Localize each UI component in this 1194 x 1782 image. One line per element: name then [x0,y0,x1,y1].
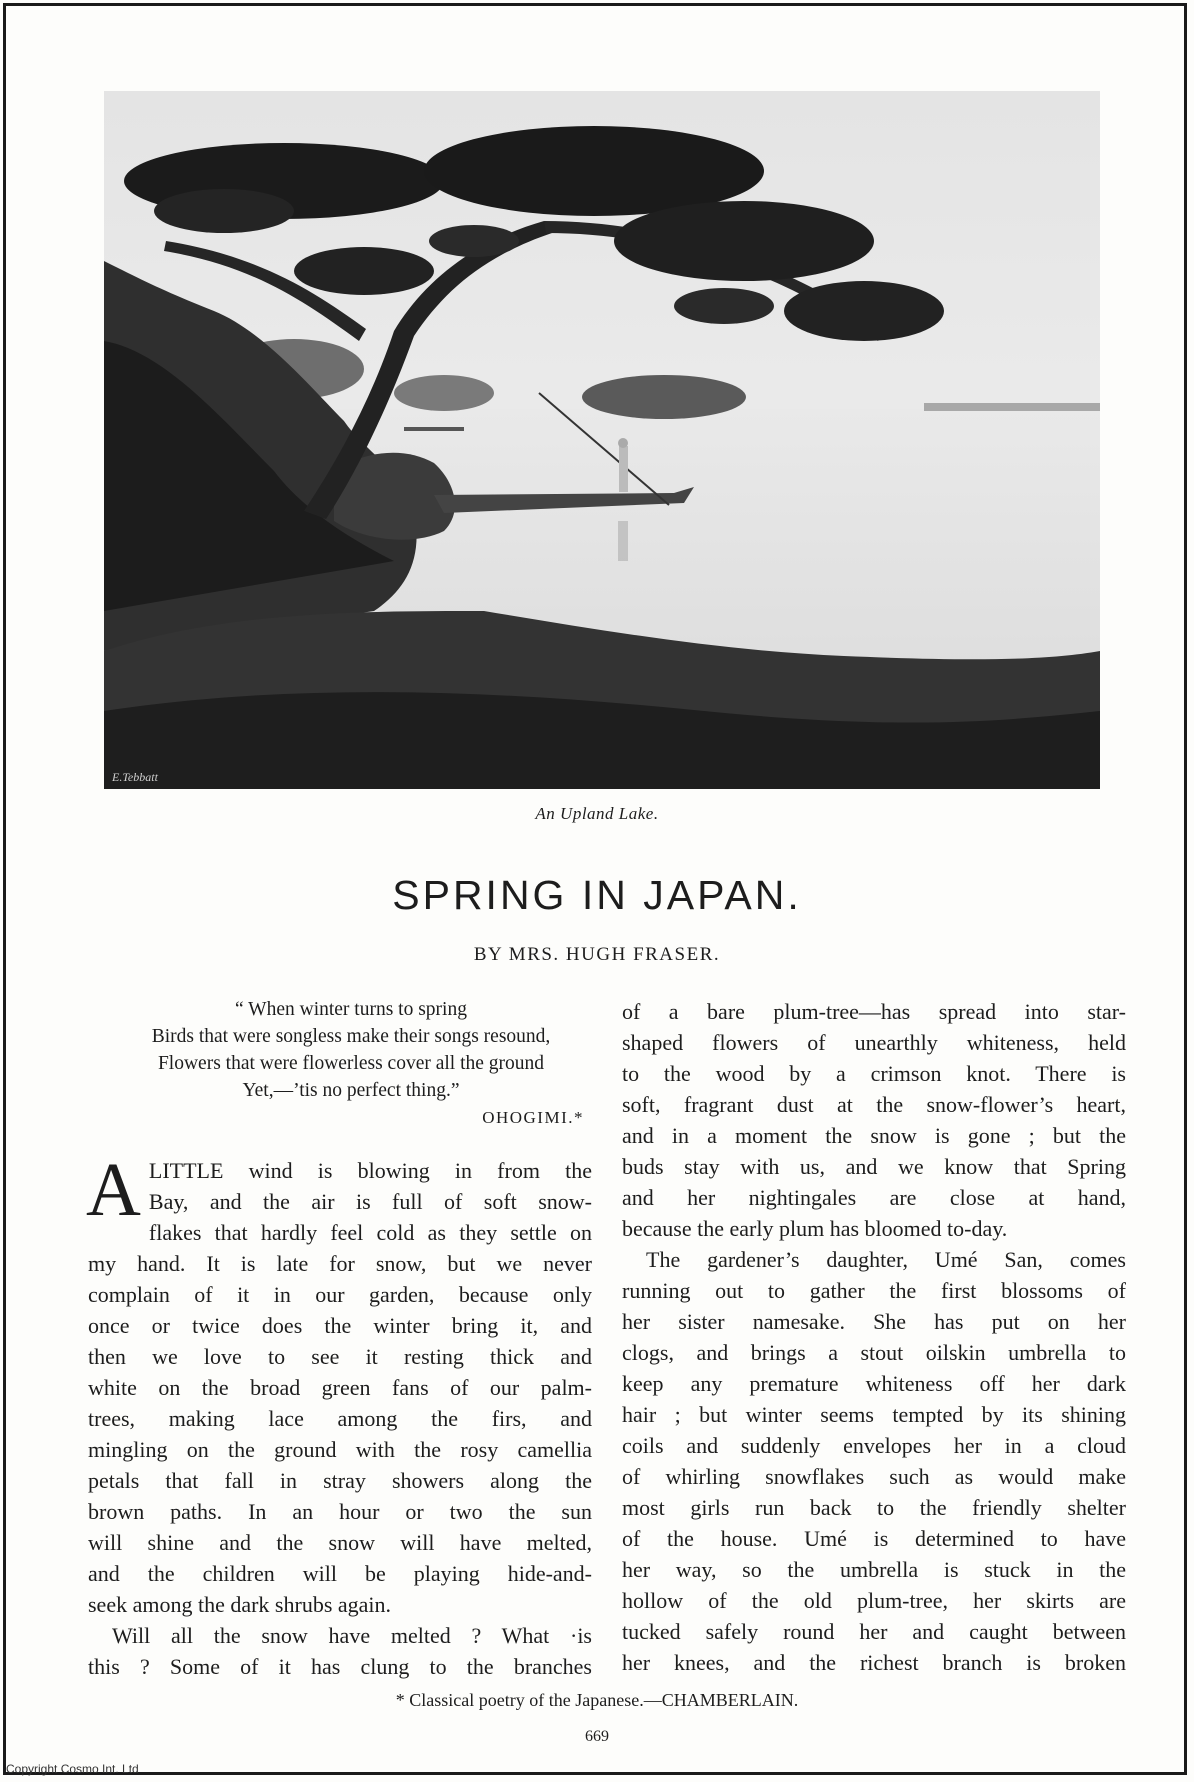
text-line: white on the broad green fans of our palm- [88,1375,592,1400]
text-line: seek among the dark shrubs again. [88,1592,392,1617]
article-byline: BY MRS. HUGH FRASER. [473,944,721,965]
photo-caption: An Upland Lake. [535,804,659,823]
text-line: shaped flowers of unearthly whiteness, held [622,1030,1126,1055]
text-line: flakes that hardly feel cold as they settle on [148,1220,592,1245]
text-line: complain of it in our garden, because only [88,1282,592,1307]
footnote: * Classical poetry of the Japanese.—CHAMBERLAIN. [395,1690,799,1710]
text-line: her sister namesake. She has put on her [622,1309,1126,1334]
text-line: and her nightingales are close at hand, [622,1185,1126,1210]
paragraph [622,1244,1126,1678]
text-line: will shine and the snow will have melted, [88,1530,592,1555]
text-line: clogs, and brings a stout oilskin umbrella to [622,1340,1126,1365]
text-line: of whirling snowflakes such as would make [622,1464,1126,1489]
text-line: mingling on the ground with the rosy camellia [88,1437,592,1462]
drop-cap: A [86,1148,141,1232]
paragraph [622,996,1126,1244]
lake-photograph [104,91,1100,789]
text-line: The gardener’s daughter, Umé San, comes [646,1247,1126,1272]
epigraph [110,996,592,1104]
photo-engraver-signature: E.Tebbatt [112,770,158,784]
text-line: because the early plum has bloomed to-day. [622,1216,1008,1241]
text-line: brown paths. In an hour or two the sun [88,1499,592,1524]
copyright-notice: Copyright Cosmo Int. Ltd [6,1762,139,1776]
epigraph-line: “ When winter turns to spring [235,999,467,1020]
text-line: trees, making lace among the firs, and [88,1406,592,1431]
text-line: of the house. Umé is determined to have [622,1526,1126,1551]
epigraph-line: Yet,—’tis no perfect thing.” [242,1080,460,1101]
text-line: soft, fragrant dust at the snow-flower’s heart, [622,1092,1126,1117]
left-column [88,996,592,1682]
text-line: tucked safely round her and caught between [622,1619,1126,1644]
epigraph-line: Birds that were songless make their songs resound, [151,1026,551,1047]
text-line: running out to gather the first blossoms of [622,1278,1126,1303]
epigraph-attribution: OHOGIMI.* [482,1108,584,1127]
text-line: Bay, and the air is full of soft snow- [148,1189,592,1214]
text-line: and in a moment the snow is gone ; but the [622,1123,1126,1148]
text-line: of a bare plum-tree—has spread into star- [622,999,1126,1024]
text-line: coils and suddenly envelopes her in a cloud [622,1433,1126,1458]
page-number: 669 [585,1728,609,1745]
text-line: my hand. It is late for snow, but we never [88,1251,592,1276]
text-line: and the children will be playing hide-and- [88,1561,592,1586]
text-line: LITTLE wind is blowing in from the [148,1158,592,1183]
epigraph-line: Flowers that were flowerless cover all the ground [157,1053,545,1074]
text-line: most girls run back to the friendly shelter [622,1495,1126,1520]
article-title: SPRING IN JAPAN. [392,872,802,918]
paragraph [88,1620,592,1682]
text-line: hollow of the old plum-tree, her skirts are [622,1588,1126,1613]
text-line: her way, so the umbrella is stuck in the [622,1557,1126,1582]
text-line: petals that fall in stray showers along the [88,1468,592,1493]
text-line: buds stay with us, and we know that Spring [622,1154,1126,1179]
text-line: to the wood by a crimson knot. There is [622,1061,1126,1086]
paragraph [86,1148,592,1620]
text-line: then we love to see it resting thick and [88,1344,592,1369]
right-column [622,996,1126,1678]
text-line: Will all the snow have melted ? What ·is [112,1623,592,1648]
text-line: keep any premature whiteness off her dark [622,1371,1126,1396]
text-line: once or twice does the winter bring it, and [88,1313,592,1338]
text-line: hair ; but winter seems tempted by its shining [622,1402,1126,1427]
text-line: her knees, and the richest branch is broken [622,1650,1126,1675]
lake-photo-drawing [104,91,1100,789]
text-line: this ? Some of it has clung to the branches [88,1654,592,1679]
